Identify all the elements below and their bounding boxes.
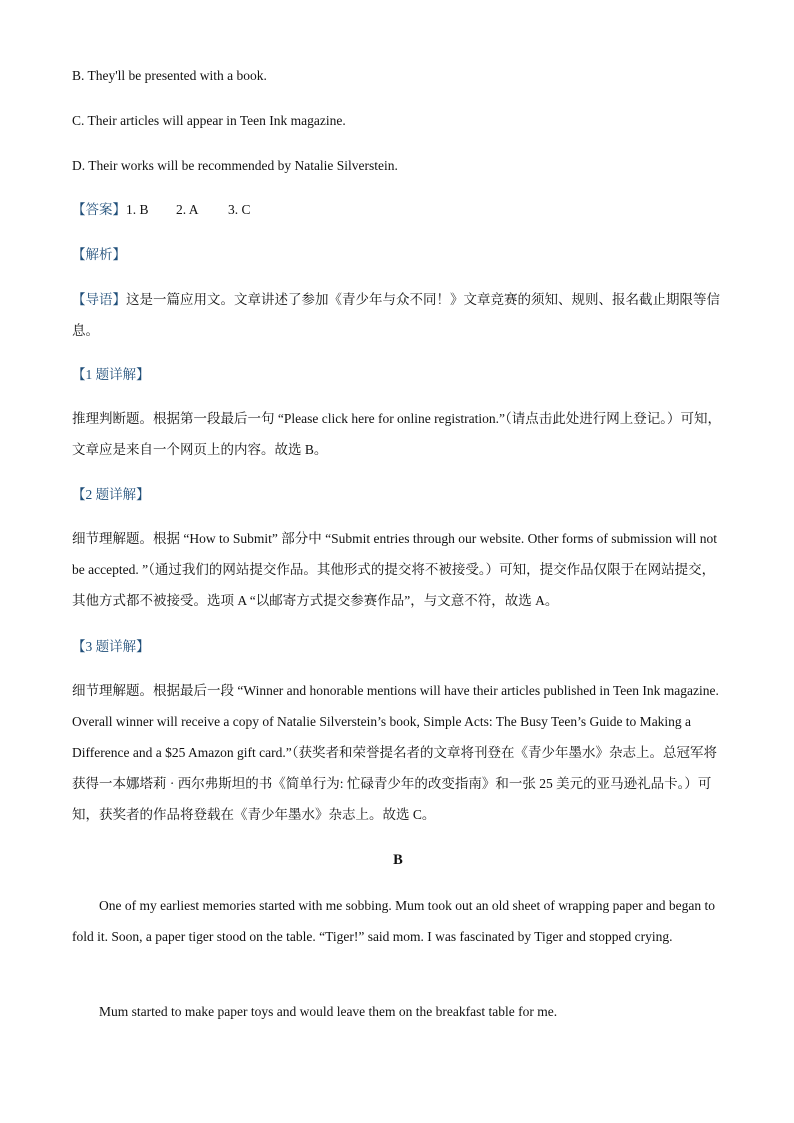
- q3-text: 细节理解题。根据最后一段 “Winner and honorable mentions will have their articles published in Teen Ink magazine. Overall winner will receive a copy of Natalie Silverstein’s book, Simple Acts: The Busy Teen’s Guide to Making a Difference and a $25 Amazon gift card.”（获奖者和荣誉提名者的文章将刊登在《青少年墨水》杂志上。总冠军将获得一本娜塔莉 · 西尔弗斯坦的书《简单行为: 忙碌青少年的改变指南》和一张 25 美元的亚马逊礼品卡。）可知，获奖者的作品将登载在《青少年墨水》杂志上。故选 C。: [72, 683, 719, 822]
- q1-text: 推理判断题。根据第一段最后一句 “Please click here for online registration.”（请点击此处进行网上登记。）可知，文章应是来自一个网页上的内容。故选 B。: [72, 411, 722, 457]
- intro-tag: 【导语】: [72, 292, 126, 307]
- option-d: D. Their works will be recommended by Natalie Silverstein.: [72, 158, 398, 173]
- q2-tag: 【2 题详解】: [72, 487, 150, 502]
- answer-line: [72, 194, 724, 225]
- analysis-tag: 【解析】: [72, 247, 126, 262]
- answer-tag: 【答案】: [72, 202, 126, 217]
- q3-tag: 【3 题详解】: [72, 639, 150, 654]
- intro-text: 这是一篇应用文。文章讲述了参加《青少年与众不同！》文章竞赛的须知、规则、报名截止期限等信息。: [72, 292, 720, 338]
- passage-paragraph-1: One of my earliest memories started with me sobbing. Mum took out an old sheet of wrapping paper and began to fold it. Soon, a paper tiger stood on the table. “Tiger!” said mom. I was fascinated by Tiger and stopped crying.: [72, 898, 715, 944]
- q1-tag: 【1 题详解】: [72, 367, 150, 382]
- section-heading: B: [393, 852, 403, 868]
- passage-paragraph-2: Mum started to make paper toys and would leave them on the breakfast table for me.: [99, 1004, 558, 1019]
- answer-2: 2. A: [176, 202, 199, 217]
- q2-text: 细节理解题。根据 “How to Submit” 部分中 “Submit entries through our website. Other forms of submission will not be accepted. ”（通过我们的网站提交作品。其他形式的提交将不被接受。）可知，提交作品仅限于在网站提交，其他方式都不被接受。选项 A “以邮寄方式提交参赛作品”，与文意不符，故选 A。: [72, 531, 717, 608]
- intro-paragraph: [72, 284, 724, 346]
- option-c: C. Their articles will appear in Teen Ink magazine.: [72, 113, 346, 128]
- answer-1: 1. B: [126, 202, 149, 217]
- option-b: B. They'll be presented with a book.: [72, 68, 267, 83]
- answer-3: 3. C: [228, 202, 251, 217]
